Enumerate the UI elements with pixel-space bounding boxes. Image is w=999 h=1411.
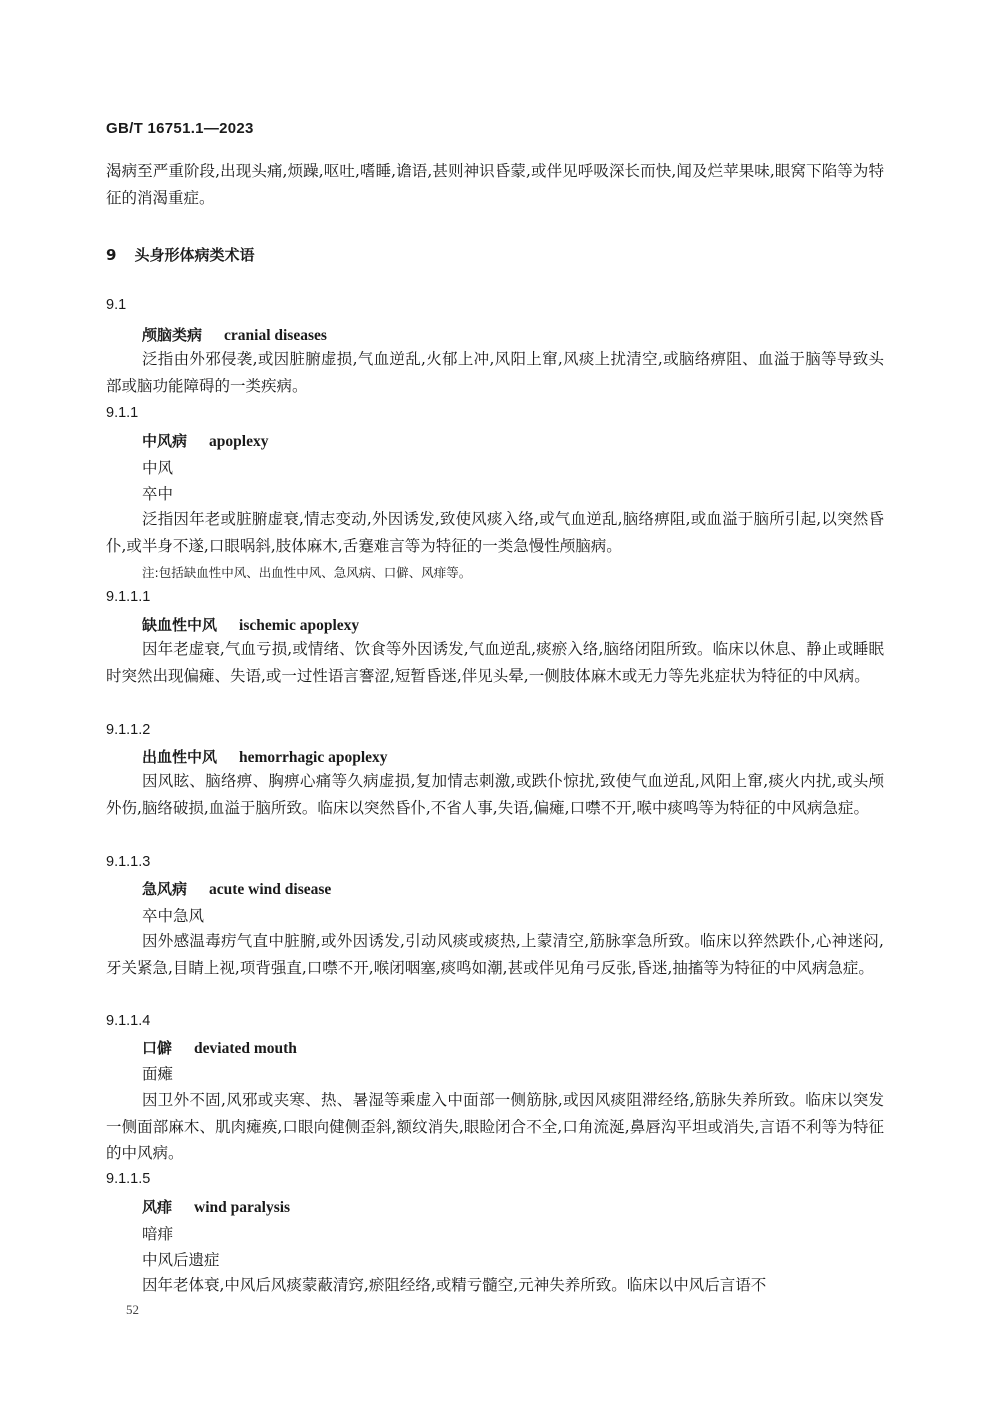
term-heading — [142, 430, 268, 451]
term-definition: 因卫外不固,风邪或夹寒、热、暑湿等乘虚入中面部一侧筋脉,或因风痰阻滞经络,筋脉失养所致。临床以突发一侧面部麻木、肌肉瘫痪,口眼向健侧歪斜,额纹消失,眼睑闭合不全,口角流涎,鼻唇沟平坦或消失,言语不利等为特征的中风病。 — [106, 1091, 884, 1162]
term-zh: 急风病 — [142, 880, 188, 898]
section-title: 头身形体病类术语 — [134, 246, 255, 264]
term-heading — [142, 878, 331, 899]
term-en: deviated mouth — [194, 1040, 297, 1057]
term-definition: 因风眩、脑络痹、胸痹心痛等久病虚损,复加情志刺激,或跌仆惊扰,致使气血逆乱,风阳上窜,痰火内扰,或头颅外伤,脑络破损,血溢于脑所致。临床以突然昏仆,不省人事,失语,偏瘫,口噤不开,喉中痰鸣等为特征的中风病急症。 — [106, 772, 884, 817]
term-note: 注:包括缺血性中风、出血性中风、急风病、口僻、风痱等。 — [142, 565, 472, 580]
term-synonym: 中风后遗症 — [142, 1251, 220, 1269]
entry-number: 9.1 — [106, 297, 127, 313]
section-heading — [106, 244, 254, 265]
term-zh: 出血性中风 — [142, 748, 218, 766]
term-heading — [142, 614, 359, 635]
term-zh: 缺血性中风 — [142, 616, 218, 634]
term-heading — [142, 746, 388, 767]
intro-paragraph: 渴病至严重阶段,出现头痛,烦躁,呕吐,嗜睡,谵语,甚则神识昏蒙,或伴见呼吸深长而快,闻及烂苹果味,眼窝下陷等为特征的消渴重症。 — [106, 162, 884, 207]
term-synonym: 卒中急风 — [142, 907, 205, 925]
term-en: hemorrhagic apoplexy — [239, 749, 388, 766]
term-zh: 中风病 — [142, 432, 188, 450]
entry-number: 9.1.1.5 — [106, 1171, 151, 1187]
term-synonym: 中风 — [142, 459, 174, 477]
term-definition: 因外感温毒疠气直中脏腑,或外因诱发,引动风痰或痰热,上蒙清空,筋脉挛急所致。临床以猝然跌仆,心神迷闷,牙关紧急,目睛上视,项背强直,口噤不开,喉闭咽塞,痰鸣如潮,甚或伴见角弓反张,昏迷,抽搐等为特征的中风病急症。 — [106, 932, 884, 977]
term-heading — [142, 324, 327, 345]
standard-number: GB/T 16751.1—2023 — [106, 120, 254, 137]
entry-number: 9.1.1.3 — [106, 854, 151, 870]
term-en: wind paralysis — [194, 1199, 291, 1216]
term-en: ischemic apoplexy — [239, 617, 360, 634]
term-zh: 颅脑类病 — [142, 326, 203, 344]
term-heading — [142, 1037, 297, 1058]
entry-number: 9.1.1.2 — [106, 722, 151, 738]
entry-number: 9.1.1 — [106, 405, 139, 421]
term-zh: 口僻 — [142, 1039, 173, 1057]
term-en: apoplexy — [209, 433, 269, 450]
term-synonym: 卒中 — [142, 485, 174, 503]
term-definition: 泛指由外邪侵袭,或因脏腑虚损,气血逆乱,火郁上冲,风阳上窜,风痰上扰清空,或脑络痹阻、血溢于脑等导致头部或脑功能障碍的一类疾病。 — [106, 350, 884, 395]
term-heading — [142, 1196, 290, 1217]
term-definition: 因年老体衰,中风后风痰蒙蔽清窍,瘀阻经络,或精亏髓空,元神失养所致。临床以中风后言语不 — [142, 1276, 767, 1294]
term-en: acute wind disease — [209, 881, 332, 898]
entry-number: 9.1.1.4 — [106, 1013, 151, 1029]
term-synonym: 面瘫 — [142, 1065, 174, 1083]
term-zh: 风痱 — [142, 1198, 173, 1216]
section-number: 9 — [106, 246, 117, 264]
page-number: 52 — [126, 1302, 139, 1317]
term-definition: 因年老虚衰,气血亏损,或情绪、饮食等外因诱发,气血逆乱,痰瘀入络,脑络闭阻所致。临床以休息、静止或睡眠时突然出现偏瘫、失语,或一过性语言謇涩,短暂昏迷,伴见头晕,一侧肢体麻木或无力等先兆症状为特征的中风病。 — [106, 640, 884, 685]
term-definition: 泛指因年老或脏腑虚衰,情志变动,外因诱发,致使风痰入络,或气血逆乱,脑络痹阻,或血溢于脑所引起,以突然昏仆,或半身不遂,口眼㖞斜,肢体麻木,舌蹇难言等为特征的一类急慢性颅脑病。 — [106, 510, 884, 555]
term-synonym: 喑痱 — [142, 1225, 174, 1243]
term-en: cranial diseases — [224, 327, 327, 344]
entry-number: 9.1.1.1 — [106, 589, 151, 605]
